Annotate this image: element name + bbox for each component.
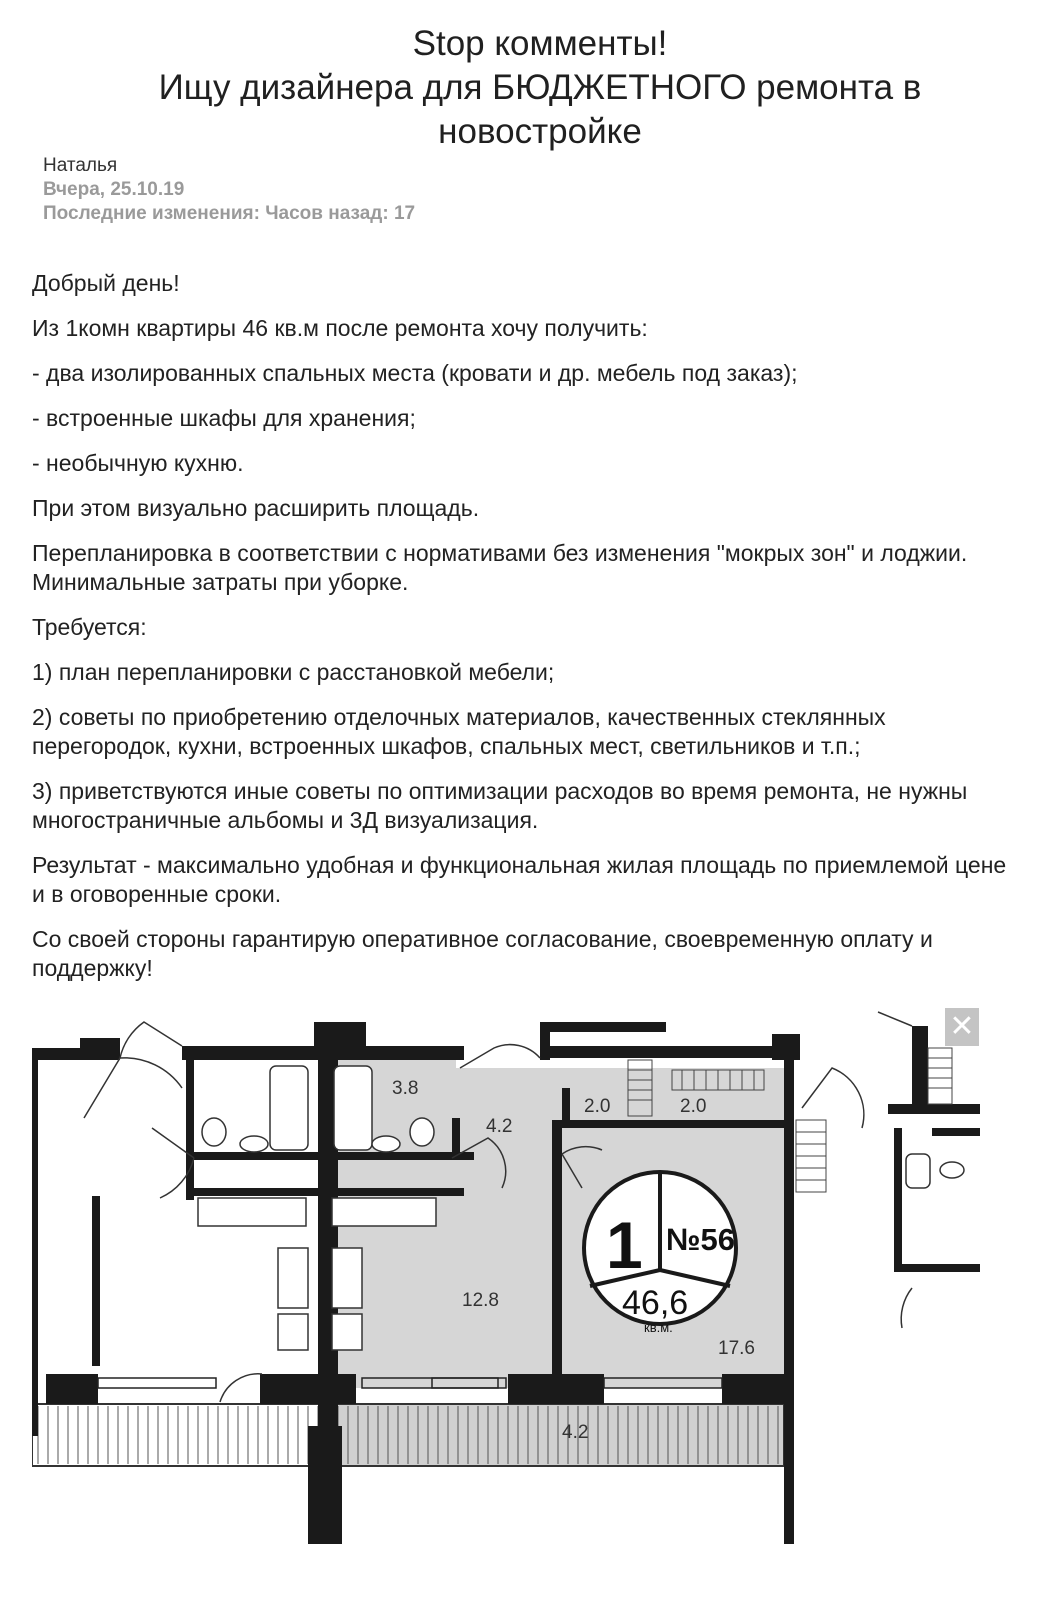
post-paragraph: - встроенные шкафы для хранения; bbox=[32, 405, 416, 431]
badge-total-area: 46,6 bbox=[622, 1284, 689, 1322]
post-paragraph: - два изолированных спальных места (кровати и др. мебель под заказ); bbox=[32, 360, 798, 386]
post-date: Вчера, 25.10.19 bbox=[43, 179, 185, 200]
floor-plan-image[interactable] bbox=[32, 1008, 980, 1544]
post-paragraph: 3) приветствуются иные советы по оптимизации расходов во время ремонта, не нужны многостраничные альбомы и 3Д визуализация. bbox=[32, 778, 968, 833]
post-body bbox=[32, 269, 1022, 999]
badge-apartment-no: №56 bbox=[666, 1222, 736, 1257]
post-meta bbox=[43, 154, 415, 226]
post-paragraph: Требуется: bbox=[32, 614, 147, 640]
loggia-fill bbox=[328, 1404, 784, 1466]
close-icon[interactable]: ✕ bbox=[945, 1008, 979, 1046]
title-line: Stop комменты! bbox=[412, 24, 668, 63]
title-line: новостройке bbox=[438, 112, 642, 151]
post-paragraph: При этом визуально расширить площадь. bbox=[32, 495, 480, 521]
area-kitchen: 12.8 bbox=[462, 1290, 499, 1311]
area-closet-right: 2.0 bbox=[680, 1096, 707, 1117]
area-closet-left: 2.0 bbox=[584, 1096, 611, 1117]
area-room: 17.6 bbox=[718, 1338, 755, 1359]
post-author[interactable]: Наталья bbox=[43, 155, 118, 176]
post-paragraph: Перепланировка в соответствии с нормативами без изменения "мокрых зон" и лоджии. Минимальные затраты при уборке. bbox=[32, 540, 968, 595]
post-paragraph: Со своей стороны гарантирую оперативное согласование, своевременную оплату и поддержку! bbox=[32, 926, 933, 981]
title-line: Ищу дизайнера для БЮДЖЕТНОГО ремонта в bbox=[158, 68, 922, 107]
area-loggia: 4.2 bbox=[562, 1422, 589, 1443]
post-paragraph: 2) советы по приобретению отделочных материалов, качественных стеклянных перегородок, кухни, встроенных шкафов, спальных мест, светильников и т.п.; bbox=[32, 704, 886, 759]
post-paragraph: - необычную кухню. bbox=[32, 450, 244, 476]
area-bath: 3.8 bbox=[392, 1078, 419, 1099]
post-paragraph: Из 1комн квартиры 46 кв.м после ремонта хочу получить: bbox=[32, 315, 648, 341]
post-paragraph: 1) план перепланировки с расстановкой мебели; bbox=[32, 659, 555, 685]
area-hall: 4.2 bbox=[486, 1116, 513, 1137]
floor-plan-drawing bbox=[32, 1008, 980, 1544]
post-paragraph: Результат - максимально удобная и функциональная жилая площадь по приемлемой цене и в оговоренные сроки. bbox=[32, 852, 1007, 907]
badge-area-unit: кв.м. bbox=[644, 1320, 673, 1335]
post-title bbox=[40, 22, 1040, 154]
badge-rooms-count: 1 bbox=[606, 1208, 643, 1282]
post-last-changed: Последние изменения: Часов назад: 17 bbox=[43, 203, 416, 224]
post-paragraph: Добрый день! bbox=[32, 270, 180, 296]
